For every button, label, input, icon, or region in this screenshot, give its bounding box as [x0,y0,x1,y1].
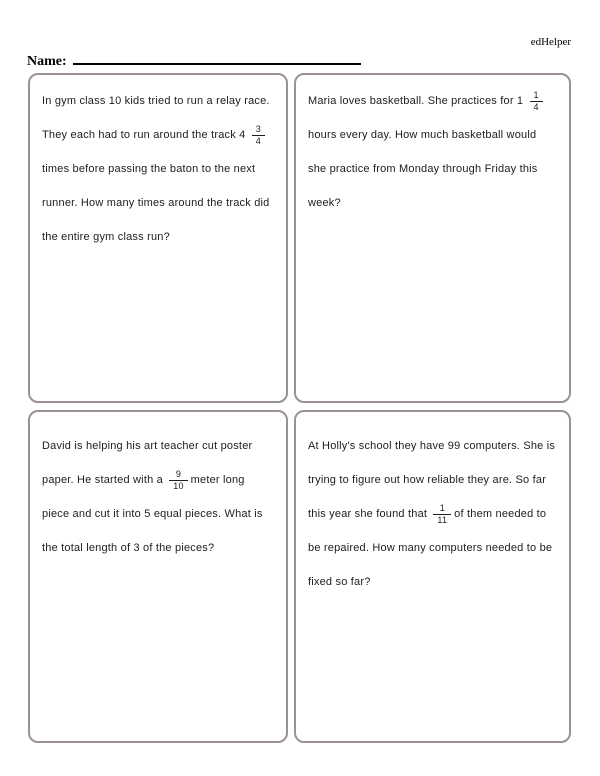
fraction: $\frac{3}{4}$ [252,124,265,146]
fraction: $\frac{1}{11}$ [433,503,451,525]
problem-box-1 [28,73,288,403]
problem-text-3: David is helping his art teacher cut poster paper. He started with a $\frac{9}{10}$ meter long piece and cut it into 5 equal pieces. What is the total length of 3 of the pieces? [42,440,263,554]
fraction: $\frac{1}{4}$ [530,90,543,112]
name-row [27,50,361,70]
problem-box-3 [28,410,288,743]
problem-text-1: In gym class 10 kids tried to run a relay race. They each had to run around the track 4 $\frac{3}{4}$ times before passing the baton to the next runner. How many times around the track did the entire gym class run? [42,95,270,243]
problem-box-2 [294,73,571,403]
problem-text-4: At Holly's school they have 99 computers. She is trying to figure out how reliable they are. So far this year she found that $\frac{1}{11}$ of them needed to be repaired. How many computers needed to be fixed so far? [308,440,556,588]
name-blank-line [73,50,361,65]
problem-text-2: Maria loves basketball. She practices for 1 $\frac{1}{4}$ hours every day. How much basketball would she practice from Monday through Friday this week? [296,75,569,220]
name-label: Name: [27,54,67,69]
brand-text: edHelper [530,36,571,48]
problem-box-4 [294,410,571,743]
fraction: $\frac{9}{10}$ [169,469,187,491]
